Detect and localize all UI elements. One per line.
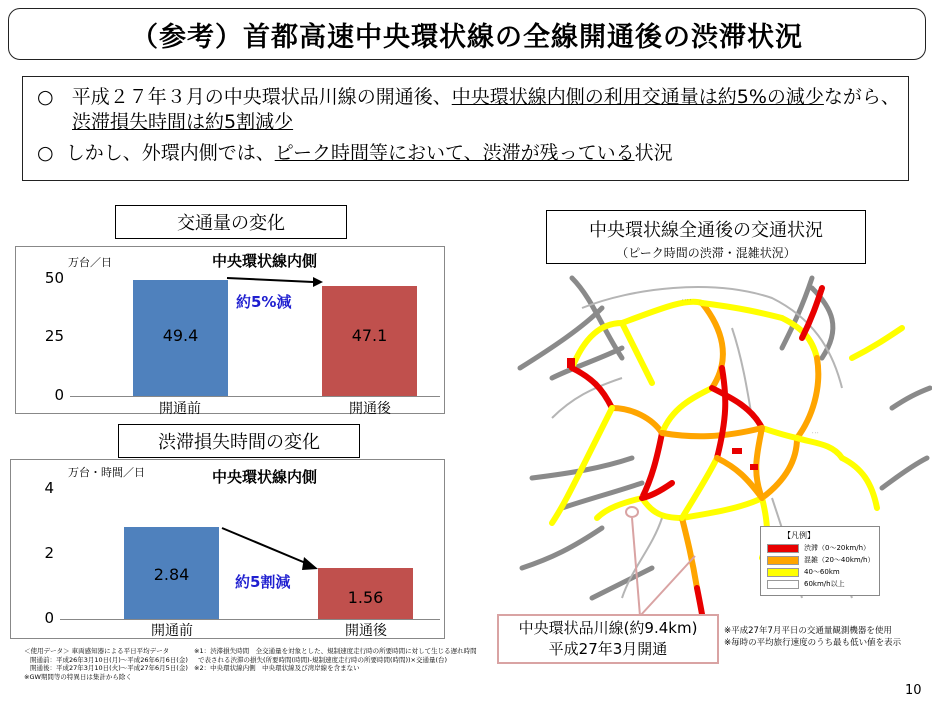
loss-tick-2: 2	[44, 544, 54, 562]
traffic-subtitle: 中央環状線内側	[212, 252, 318, 270]
legend-row-free: 60km/h以上	[761, 578, 879, 590]
traffic-unit: 万台／日	[68, 256, 112, 269]
page-number: 10	[905, 683, 922, 698]
svg-text:．．．: ．．．	[812, 429, 823, 435]
loss-value-after: 1.56	[347, 588, 384, 607]
map-legend	[760, 526, 880, 596]
loss-tick-4: 4	[44, 479, 54, 497]
map-notes: ※平成27年7月平日の交通量観測機器を使用 ※毎時の平均旅行速度のうち最も低い値を表示	[724, 626, 902, 648]
traffic-heading: 交通量の変化	[115, 205, 347, 239]
callout-connector	[600, 498, 710, 618]
map-heading: 中央環状線全通後の交通状況	[589, 220, 823, 241]
traffic-value-before: 49.4	[162, 326, 199, 345]
legend-swatch-slow	[767, 568, 799, 577]
traffic-tick-50: 50	[44, 269, 64, 287]
traffic-change-note: 約5%減	[236, 293, 292, 311]
legend-swatch-free	[767, 580, 799, 589]
legend-row-congest: 渋滞（0～20km/h）	[761, 542, 879, 554]
summary-line-2: ○ しかし、外環内側では、ピーク時間等において、渋滞が残っている状況	[37, 142, 673, 164]
footnote-right: ※1：渋滞損失時間 全交通量を対象とした、規制速度走行時の所要時間に対して生じる遅れ時間 で表される渋滞の損失(所要時間(時間)-規制速度走行時の所要時間(時間))×交通量(台) ※2：中央環状線内側 中央環状線及び湾岸線を含まない	[194, 647, 477, 672]
loss-unit: 万台・時間／日	[68, 466, 145, 479]
loss-subtitle: 中央環状線内側	[212, 468, 318, 486]
loss-category-after: 開通後	[345, 623, 387, 639]
page-title: （参考）首都高速中央環状線の全線開通後の渋滞状況	[8, 8, 926, 60]
summary-line-1: ○ 平成２７年３月の中央環状品川線の開通後、中央環状線内側の利用交通量は約5%の減少ながら、渋滞損失時間は約5割減少	[37, 86, 900, 133]
traffic-baseline	[70, 396, 440, 397]
traffic-arrow-icon	[225, 274, 325, 290]
loss-arrow-icon	[218, 524, 322, 574]
legend-swatch-congest	[767, 544, 799, 553]
loss-change-note: 約5割減	[235, 573, 291, 591]
callout-shinagawa: 中央環状品川線(約9.4km) 平成27年3月開通	[497, 614, 719, 664]
map-subheading: （ピーク時間の渋滞・混雑状況）	[616, 246, 796, 260]
traffic-value-after: 47.1	[351, 326, 388, 345]
legend-swatch-crowded	[767, 556, 799, 565]
loss-value-before: 2.84	[153, 565, 190, 584]
map-heading-box	[546, 210, 866, 264]
traffic-tick-0: 0	[54, 386, 64, 404]
legend-row-crowded: 混雑（20～40km/h）	[761, 554, 879, 566]
traffic-tick-25: 25	[44, 327, 64, 345]
svg-text:．．．．: ．．．．	[682, 296, 695, 302]
summary-box	[22, 76, 909, 181]
loss-heading: 渋滞損失時間の変化	[118, 424, 360, 458]
traffic-category-after: 開通後	[349, 401, 391, 417]
legend-title: 【凡例】	[783, 531, 815, 540]
traffic-category-before: 開通前	[159, 401, 201, 417]
footnote-left: ＜使用データ＞ 車両感知器による平日平均データ 開通前：平成26年3月10日(月)～平成26年6月6日(金) 開通後：平成27年3月10日(火)～平成27年6月5日(金) ※GW期間等の特異日は集計から除く	[24, 647, 188, 681]
loss-tick-0: 0	[44, 609, 54, 627]
loss-category-before: 開通前	[151, 623, 193, 639]
legend-row-slow: 40～60km	[761, 566, 879, 578]
